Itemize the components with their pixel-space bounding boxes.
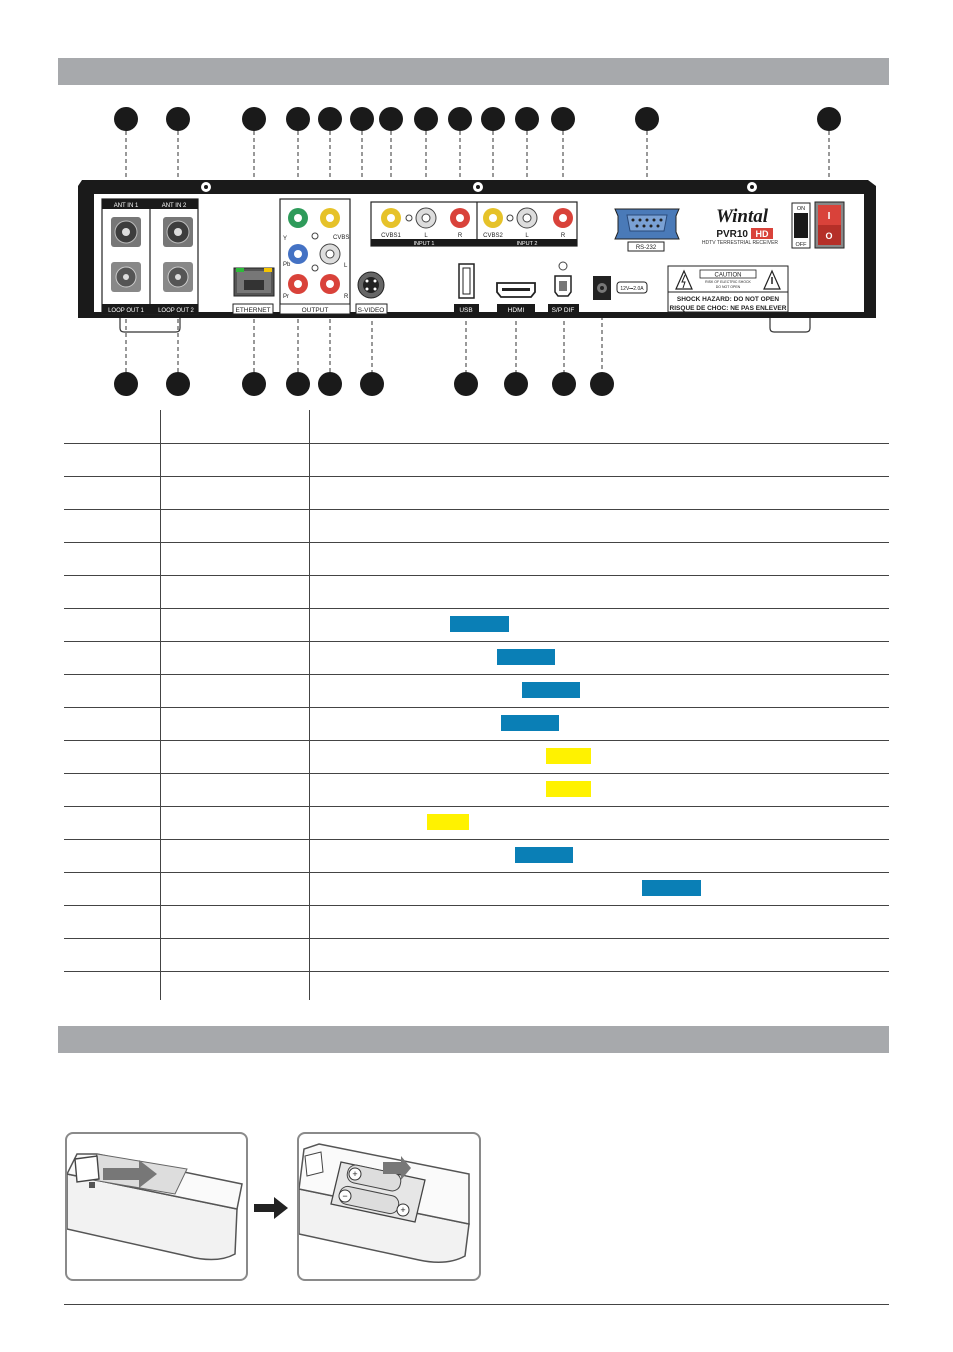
cvbs-label: CVBS [333, 235, 350, 241]
caution-line-1: SHOCK HAZARD: DO NOT OPEN [676, 296, 780, 303]
ant-in-1-label: ANT IN 1 [113, 203, 139, 209]
loop-out-2-label: LOOP OUT 2 [158, 308, 194, 314]
rs232-label: RS-232 [635, 245, 657, 251]
input-1-label: INPUT 1 [413, 241, 435, 247]
highlight-marker [515, 847, 573, 863]
input2-r-label: R [560, 233, 566, 239]
table-row [64, 542, 889, 576]
caution-line-2: RISQUE DE CHOC: NE PAS ENLEVER [669, 305, 787, 312]
table-row [64, 872, 889, 906]
model-badge: HD [755, 229, 769, 239]
model-tagline: HDTV TERRESTRIAL RECEIVER [701, 240, 779, 246]
highlight-marker [427, 814, 469, 830]
input-2-label: INPUT 2 [516, 241, 538, 247]
table-column-divider-1 [160, 410, 161, 1000]
usb-label: USB [459, 307, 473, 314]
table-row [64, 806, 889, 840]
section-header-bar-bottom [58, 1026, 889, 1053]
input1-r-label: R [457, 233, 463, 239]
caution-sub-2: DO NOT OPEN [715, 285, 741, 289]
input2-l-label: L [525, 233, 529, 239]
caution-title: CAUTION [714, 272, 742, 279]
pb-label: Pb [283, 262, 291, 268]
ant-in-2-label: ANT IN 2 [161, 203, 187, 209]
table-row [64, 707, 889, 741]
table-row [64, 938, 889, 972]
y-label: Y [283, 236, 288, 242]
rear-panel-diagram [0, 0, 953, 410]
callout-dots-bottom [114, 372, 614, 396]
caution-sub-1: RISK OF ELECTRIC SHOCK [705, 280, 751, 284]
on-label: ON [796, 206, 806, 212]
battery-step-2-illustration [297, 1132, 481, 1281]
table-row [64, 443, 889, 477]
battery-step-1-illustration [65, 1132, 248, 1281]
table-row [64, 773, 889, 807]
brand-logo: Wintal [715, 206, 769, 227]
table-row [64, 509, 889, 543]
footer-rule [64, 1304, 889, 1305]
highlight-marker [642, 880, 701, 896]
plus-icon: + [400, 1205, 406, 1215]
highlight-marker [501, 715, 559, 731]
minus-icon: − [342, 1191, 348, 1201]
off-label: OFF [795, 242, 807, 248]
switch-off-mark: O [825, 231, 833, 241]
pr-label: Pr [283, 294, 289, 300]
table-row [64, 740, 889, 774]
plus-icon: + [352, 1169, 358, 1179]
loop-out-1-label: LOOP OUT 1 [108, 308, 144, 314]
highlight-marker [497, 649, 555, 665]
spdif-label: S/P DIF [551, 307, 575, 314]
power-rating-label: 12V⎓2.0A [620, 286, 644, 292]
cvbs1-label: CVBS1 [381, 233, 401, 239]
table-row [64, 905, 889, 939]
table-row [64, 575, 889, 609]
highlight-marker [450, 616, 509, 632]
output-label: OUTPUT [301, 307, 329, 314]
callout-dots-top [114, 107, 841, 131]
hdmi-label: HDMI [507, 307, 525, 314]
l-label: L [344, 263, 348, 269]
table-row [64, 641, 889, 675]
highlight-marker [546, 748, 591, 764]
table-column-divider-2 [309, 410, 310, 1000]
switch-on-mark: I [827, 211, 831, 222]
arrow-right-icon [254, 1197, 288, 1219]
table-header-row [64, 410, 889, 444]
s-video-label: S-VIDEO [357, 307, 385, 314]
model-name: PVR10 [716, 229, 748, 240]
table-row [64, 674, 889, 708]
input1-l-label: L [424, 233, 428, 239]
table-row [64, 839, 889, 873]
table-row [64, 476, 889, 510]
r-label: R [344, 294, 349, 300]
cvbs2-label: CVBS2 [483, 233, 503, 239]
highlight-marker [522, 682, 580, 698]
ethernet-label: ETHERNET [235, 307, 271, 314]
highlight-marker [546, 781, 591, 797]
